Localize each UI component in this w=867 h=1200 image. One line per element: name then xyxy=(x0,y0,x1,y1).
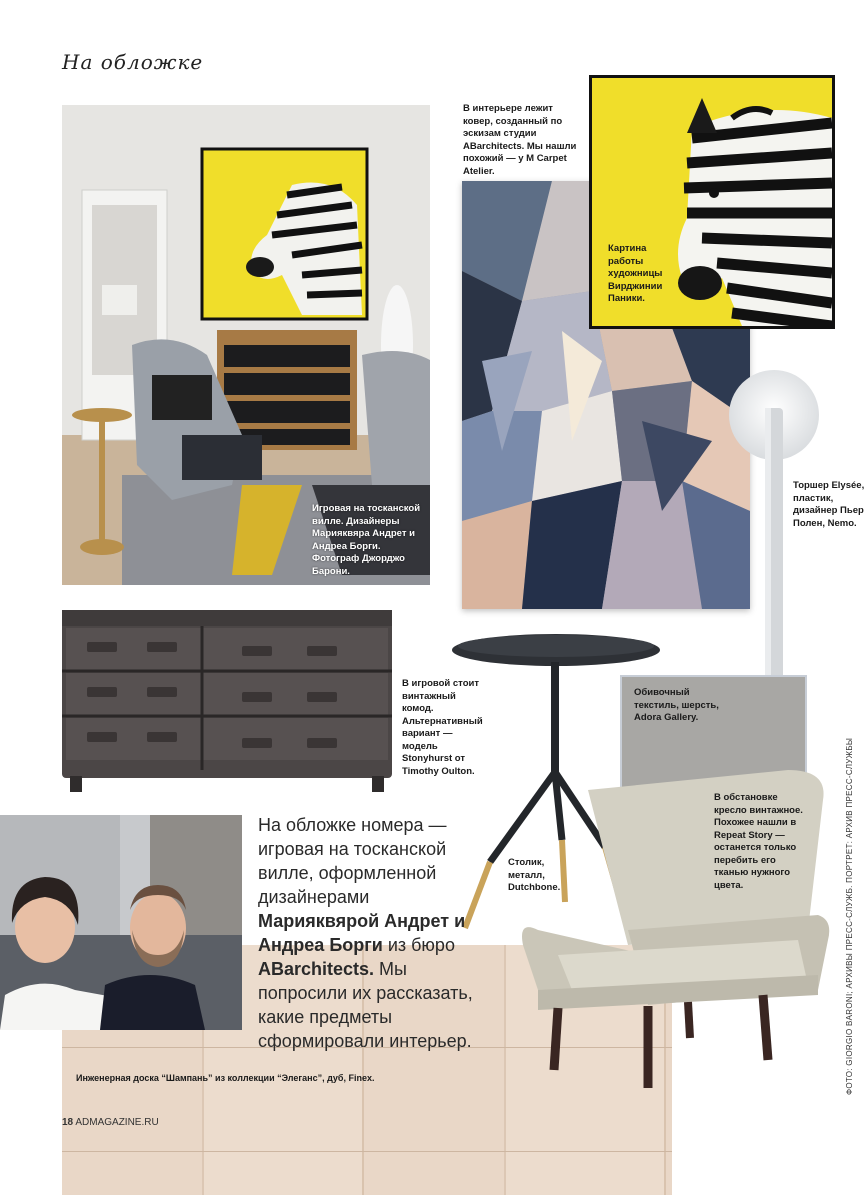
room-photo xyxy=(62,105,430,585)
page-number: 18 xyxy=(62,1117,74,1128)
intro-studio: ABarchitects. xyxy=(258,959,375,979)
intro-text xyxy=(258,813,478,1053)
caption-dresser: В игровой стоит винтажный комод. Альтернативный вариант — модель Stonyhurst от Timothy Oulton. xyxy=(402,678,483,777)
zebra-painting xyxy=(589,75,835,329)
dresser-illustration xyxy=(62,610,392,795)
designers-portrait xyxy=(0,815,242,1030)
caption-table: Столик, металл, Dutchbone. xyxy=(508,857,561,893)
dresser-image xyxy=(62,610,392,795)
photo-credit: ФОТО: GIORGIO BARONI; АРХИВЫ ПРЕСС-СЛУЖБ. ПОРТРЕТ: АРХИВ ПРЕСС-СЛУЖБЫ xyxy=(845,737,854,1095)
section-title: На обложке xyxy=(62,50,204,74)
caption-carpet: В интерьере лежит ковер, созданный по эскизам студии ABarchitects. Мы нашли похожий — у M Carpet Atelier. xyxy=(463,103,577,177)
intro-part2: из бюро xyxy=(382,935,455,955)
armchair-image xyxy=(518,770,838,1090)
caption-fabric: Обивочный текстиль, шерсть, Adora Gallery. xyxy=(634,687,719,723)
caption-floor: Инженерная доска “Шампань” из коллекции “Элеганс”, дуб, Finex. xyxy=(76,1073,375,1083)
folio xyxy=(62,1117,159,1128)
caption-lamp: Торшер Elysée, пластик, дизайнер Пьер Полен, Nemo. xyxy=(793,480,865,529)
site-name: ADMAGAZINE.RU xyxy=(75,1117,159,1128)
portrait-illustration xyxy=(0,815,242,1030)
caption-painting: Картина работы художницы Вирджинии Паники. xyxy=(608,243,663,304)
caption-room: Игровая на тосканской вилле. Дизайнеры Марияквяра Андрет и Андреа Борги. Фотограф Джорджо Барони. xyxy=(312,503,421,577)
intro-part1: На обложке номера — игровая на тосканской вилле, оформленной дизайнерами xyxy=(258,815,447,907)
intro-designers: Марияквярой Андрет и Андреа Борги xyxy=(258,911,466,955)
caption-armchair: В обстановке кресло винтажное. Похожее нашли в Repeat Story — останется только перебить его тканью нужного цвета. xyxy=(714,792,803,891)
intro-part3: Мы попросили их рассказать, какие предметы сформировали интерьер. xyxy=(258,959,473,1051)
